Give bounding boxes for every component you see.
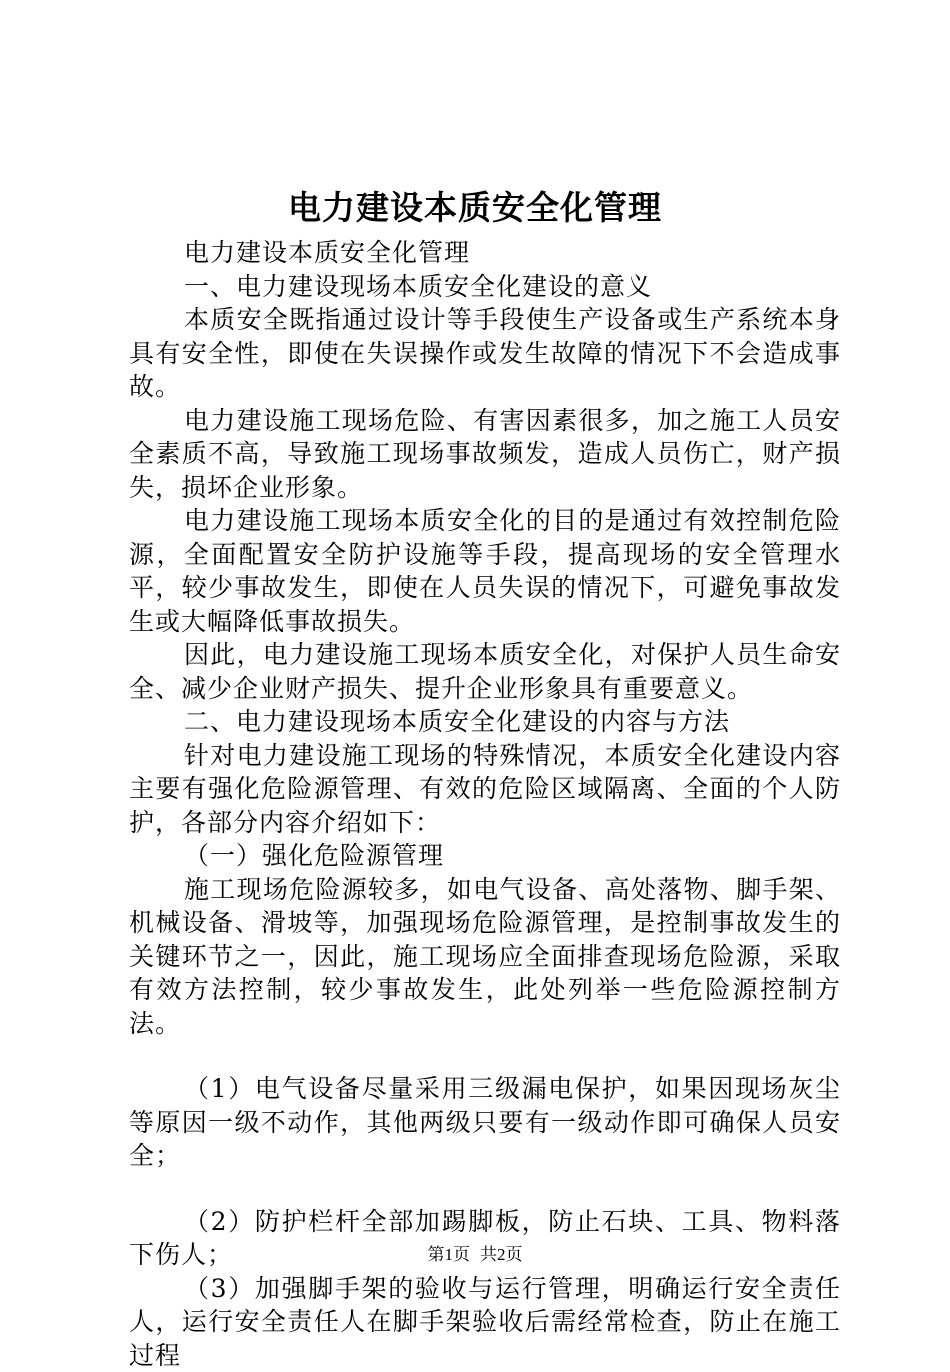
list-item-3: （3）加强脚手架的验收与运行管理，明确运行安全责任人，运行安全责任人在脚手架验收后需经常检查，防止在施工过程	[129, 1272, 841, 1372]
section-heading-1: 一、电力建设现场本质安全化建设的意义	[129, 270, 841, 304]
paragraph: 本质安全既指通过设计等手段使生产设备或生产系统本身具有安全性，即使在失误操作或发生故障的情况下不会造成事故。	[129, 303, 841, 404]
paragraph: 电力建设施工现场本质安全化的目的是通过有效控制危险源，全面配置安全防护设施等手段，提高现场的安全管理水平，较少事故发生，即使在人员失误的情况下，可避免事故发生或大幅降低事故损失。	[129, 504, 841, 638]
paragraph: 因此，电力建设施工现场本质安全化，对保护人员生命安全、减少企业财产损失、提升企业形象具有重要意义。	[129, 638, 841, 705]
document-title: 电力建设本质安全化管理	[0, 184, 950, 232]
page-footer	[0, 1244, 950, 1266]
document-body	[129, 236, 841, 1372]
subsection-heading-1: （一）强化危险源管理	[129, 839, 841, 873]
section-heading-2: 二、电力建设现场本质安全化建设的内容与方法	[129, 705, 841, 739]
list-item-2: （2）防护栏杆全部加踢脚板，防止石块、工具、物料落下伤人；	[129, 1205, 841, 1272]
paragraph: 施工现场危险源较多，如电气设备、高处落物、脚手架、机械设备、滑坡等，加强现场危险源管理，是控制事故发生的关键环节之一，因此，施工现场应全面排查现场危险源，采取有效方法控制，较少事故发生，此处列举一些危险源控制方法。	[129, 873, 841, 1041]
paragraph: 针对电力建设施工现场的特殊情况，本质安全化建设内容主要有强化危险源管理、有效的危险区域隔离、全面的个人防护，各部分内容介绍如下：	[129, 739, 841, 840]
list-item-1: （1）电气设备尽量采用三级漏电保护，如果因现场灰尘等原因一级不动作，其他两级只要有一级动作即可确保人员安全；	[129, 1072, 841, 1173]
paragraph: 电力建设施工现场危险、有害因素很多，加之施工人员安全素质不高，导致施工现场事故频发，造成人员伤亡，财产损失，损坏企业形象。	[129, 404, 841, 505]
page-number: 第1页	[428, 1245, 471, 1264]
page-total: 共2页	[480, 1245, 523, 1264]
paragraph-subtitle: 电力建设本质安全化管理	[129, 236, 841, 270]
